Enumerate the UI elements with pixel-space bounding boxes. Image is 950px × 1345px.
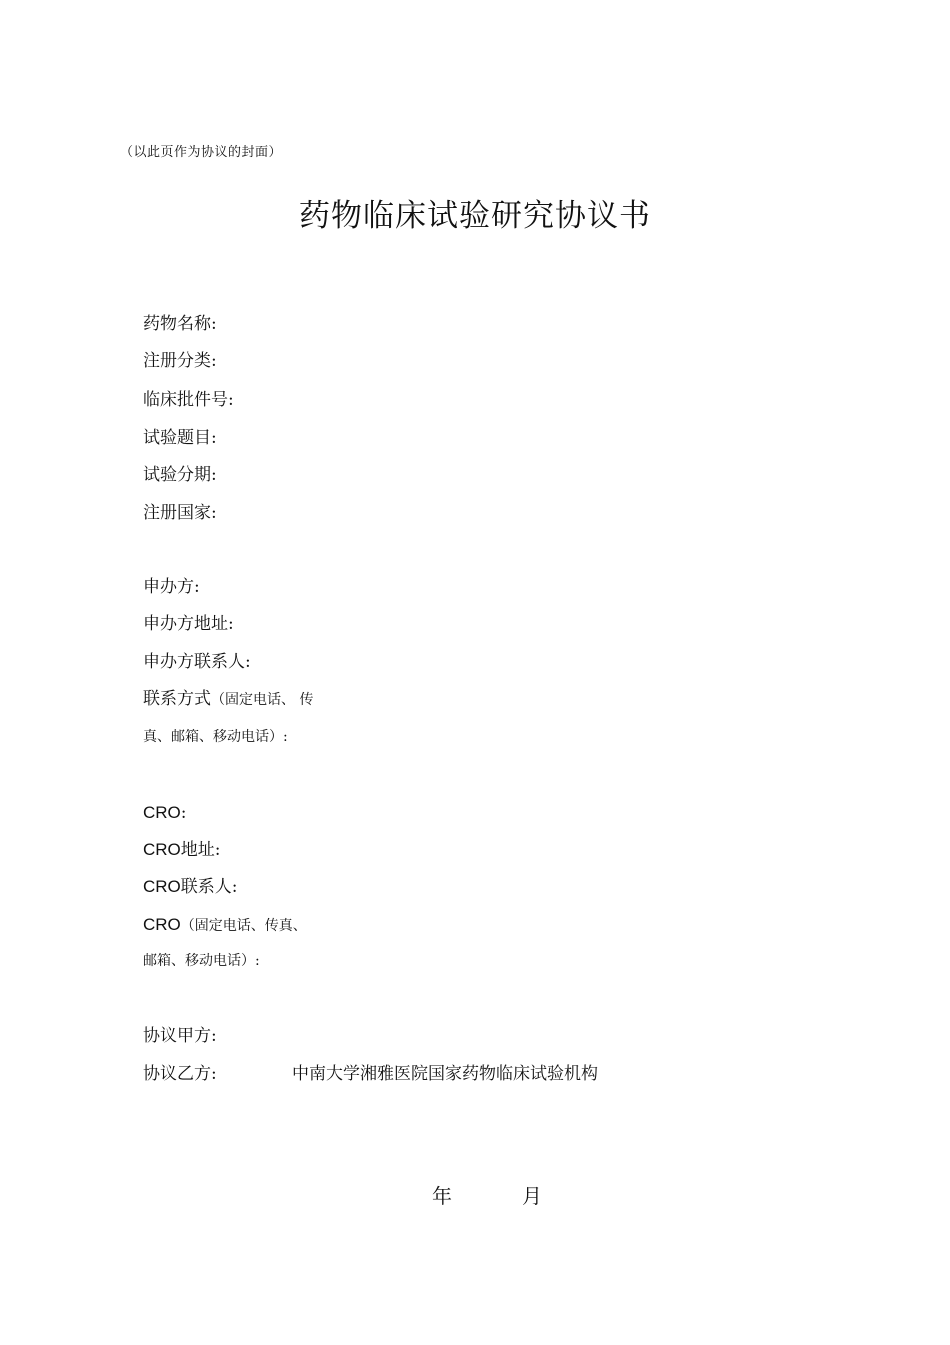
field-party-b: 协议乙方: xyxy=(143,1064,217,1084)
field-cro-contact-method xyxy=(143,914,307,937)
field-trial-title: 试验题目: xyxy=(143,428,217,448)
contact-method-detail: （固定电话、 传 xyxy=(211,692,314,708)
field-registration-class: 注册分类: xyxy=(143,351,217,371)
cro-address-prefix: CRO xyxy=(143,840,181,859)
cover-note: （以此页作为协议的封面） xyxy=(120,145,283,160)
field-registration-country: 注册国家: xyxy=(143,503,217,523)
date-year-label: 年 xyxy=(432,1184,452,1208)
field-cro-contact xyxy=(143,876,238,898)
field-contact-method-continued: 真、邮箱、移动电话）: xyxy=(143,729,288,745)
field-cro xyxy=(143,802,187,824)
field-trial-phase: 试验分期: xyxy=(143,465,217,485)
cro-method-prefix: CRO xyxy=(143,915,181,934)
field-sponsor-address: 申办方地址: xyxy=(143,614,234,634)
field-clinical-approval-no: 临床批件号: xyxy=(143,390,234,410)
cro-address-suffix: 地址: xyxy=(180,840,221,860)
cro-contact-suffix: 联系人: xyxy=(180,877,238,897)
field-cro-contact-method-continued: 邮箱、移动电话）: xyxy=(143,953,260,969)
party-b-value: 中南大学湘雅医院国家药物临床试验机构 xyxy=(292,1064,598,1084)
field-cro-address xyxy=(143,839,221,861)
field-sponsor: 申办方: xyxy=(143,577,200,597)
document-title: 药物临床试验研究协议书 xyxy=(299,198,651,234)
field-sponsor-contact: 申办方联系人: xyxy=(143,652,251,672)
cro-method-detail: （固定电话、传真、 xyxy=(180,918,307,934)
date-month-label: 月 xyxy=(522,1184,542,1208)
cro-contact-prefix: CRO xyxy=(143,877,181,896)
field-party-a: 协议甲方: xyxy=(143,1026,217,1046)
contact-method-label: 联系方式 xyxy=(143,689,211,709)
cro-label: CRO xyxy=(143,803,181,822)
field-drug-name: 药物名称: xyxy=(143,314,217,334)
field-contact-method xyxy=(143,688,313,711)
cro-suffix: : xyxy=(180,803,187,823)
